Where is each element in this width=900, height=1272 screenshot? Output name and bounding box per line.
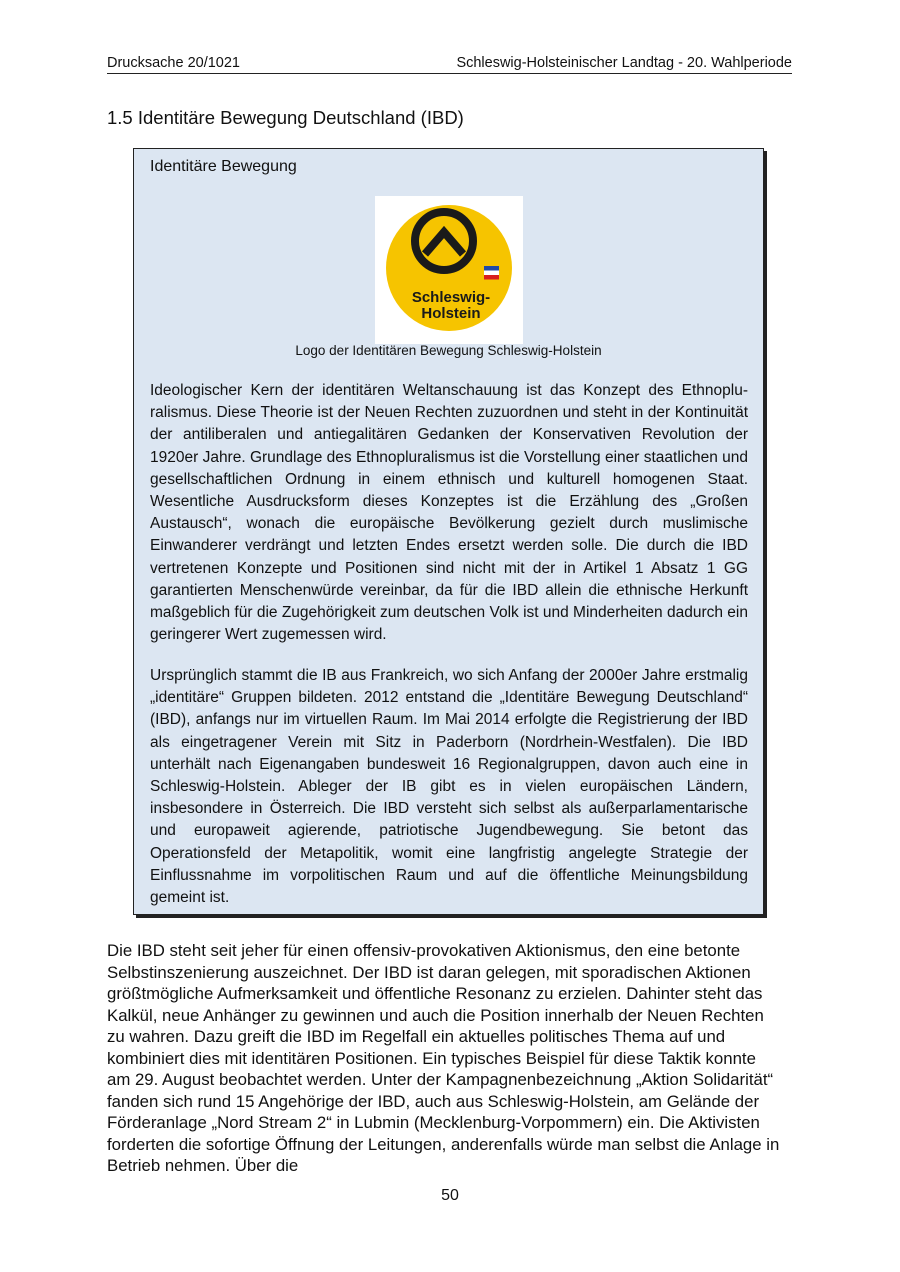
box-paragraph-ethnopluralism: Ideologischer Kern der identitären Weltanschauung ist das Konzept des Ethnopluralismus. Diese Theorie ist der Neuen Rechten zuzuordnen und steht in der Kontinuität der antiliberalen und antiegalitären Gedanken der Konservativen Revolution der 1920er Jahre. Grundlage des Ethnopluralismus ist die Vorstellung einer staatlichen und gesellschaftlichen Ordnung in einem ethnisch und kulturell homogenen Staat. Wesentliche Ausdrucksform dieses Konzeptes ist die Erzählung des „Großen Austausch“, wonach die europäische Bevölkerung gezielt durch muslimische Einwanderer verdrängt und letzten Endes ersetzt werden solle. Die durch die IBD vertretenen Konzepte und Positionen sind nicht mit der in Artikel 1 Absatz 1 GG garantierten Menschenwürde vereinbar, da für die IBD allein die ethnische Herkunft maßgeblich für die Zugehörigkeit zum deutschen Volk ist und Minderheiten dadurch ein geringerer Wert zugemessen wird. <box>150 382 748 644</box>
info-box-title: Identitäre Bewegung <box>150 158 297 175</box>
body-paragraph: Die IBD steht seit jeher für einen offensiv-provokativen Aktionismus, den eine betonte Selbstinszenierung auszeichnet. Der IBD ist daran gelegen, mit sporadischen Aktionen größtmögliche Aufmerksamkeit und öffentliche Resonanz zu erzielen. Dahinter steht das Kalkül, neue Anhänger zu gewinnen und auch die Position innerhalb der Neuen Rechten zu wahren. Dazu greift die IBD im Regelfall ein aktuelles politisches Thema auf und kombiniert dies mit identitären Positionen. Ein typisches Beispiel für diese Taktik konnte am 29. August beobachtet werden. Unter der Kampagnenbezeichnung „Aktion Solidarität“ fanden sich rund 15 Angehörige der IBD, auch aus Schleswig-Holstein, am Gelände der Förderanlage „Nord Stream 2“ in Lubmin (Mecklenburg-Vorpommern) ein. Die Aktivisten forderten die sofortige Öffnung der Leitungen, anderenfalls würde man selbst die Anlage in Betrieb nehmen. Über die <box>107 941 780 1175</box>
logo-text-line1: Schleswig- <box>411 289 491 306</box>
page-number: 50 <box>441 1187 459 1204</box>
parliament-name: Schleswig-Holsteinischer Landtag - 20. Wahlperiode <box>456 55 792 71</box>
info-box <box>133 148 764 915</box>
ib-schleswig-holstein-logo <box>375 196 523 344</box>
page-header <box>107 55 792 74</box>
logo-caption: Logo der Identitären Bewegung Schleswig-Holstein <box>295 343 602 358</box>
section-title: 1.5 Identitäre Bewegung Deutschland (IBD) <box>107 107 464 128</box>
document-number: Drucksache 20/1021 <box>107 55 240 71</box>
logo-text-line2: Holstein <box>421 305 481 322</box>
lambda-logo-icon <box>375 196 523 344</box>
box-paragraph-origin: Ursprünglich stammt die IB aus Frankreich, wo sich Anfang der 2000er Jahre erstmalig „identitäre“ Gruppen bildeten. 2012 entstand die „Identitäre Bewegung Deutschland“ (IBD), anfangs nur im virtuellen Raum. Im Mai 2014 erfolgte die Registrierung der IBD als eingetragener Verein mit Sitz in Paderborn (Nordrhein-Westfalen). Die IBD unterhält nach Eigenangaben bundesweit 16 Regionalgruppen, davon auch eine in Schleswig-Holstein. Ableger der IB gibt es in vielen europäischen Ländern, insbesondere in Österreich. Die IBD versteht sich selbst als außerparlamentarische und europaweit agierende, patriotische Jugendbewegung. Sie betont das Operationsfeld der Metapolitik, womit eine langfristig angelegte Strategie der Einflussnahme im vorpolitischen Raum und auf die öffentliche Meinungsbildung gemeint ist. <box>150 667 748 907</box>
